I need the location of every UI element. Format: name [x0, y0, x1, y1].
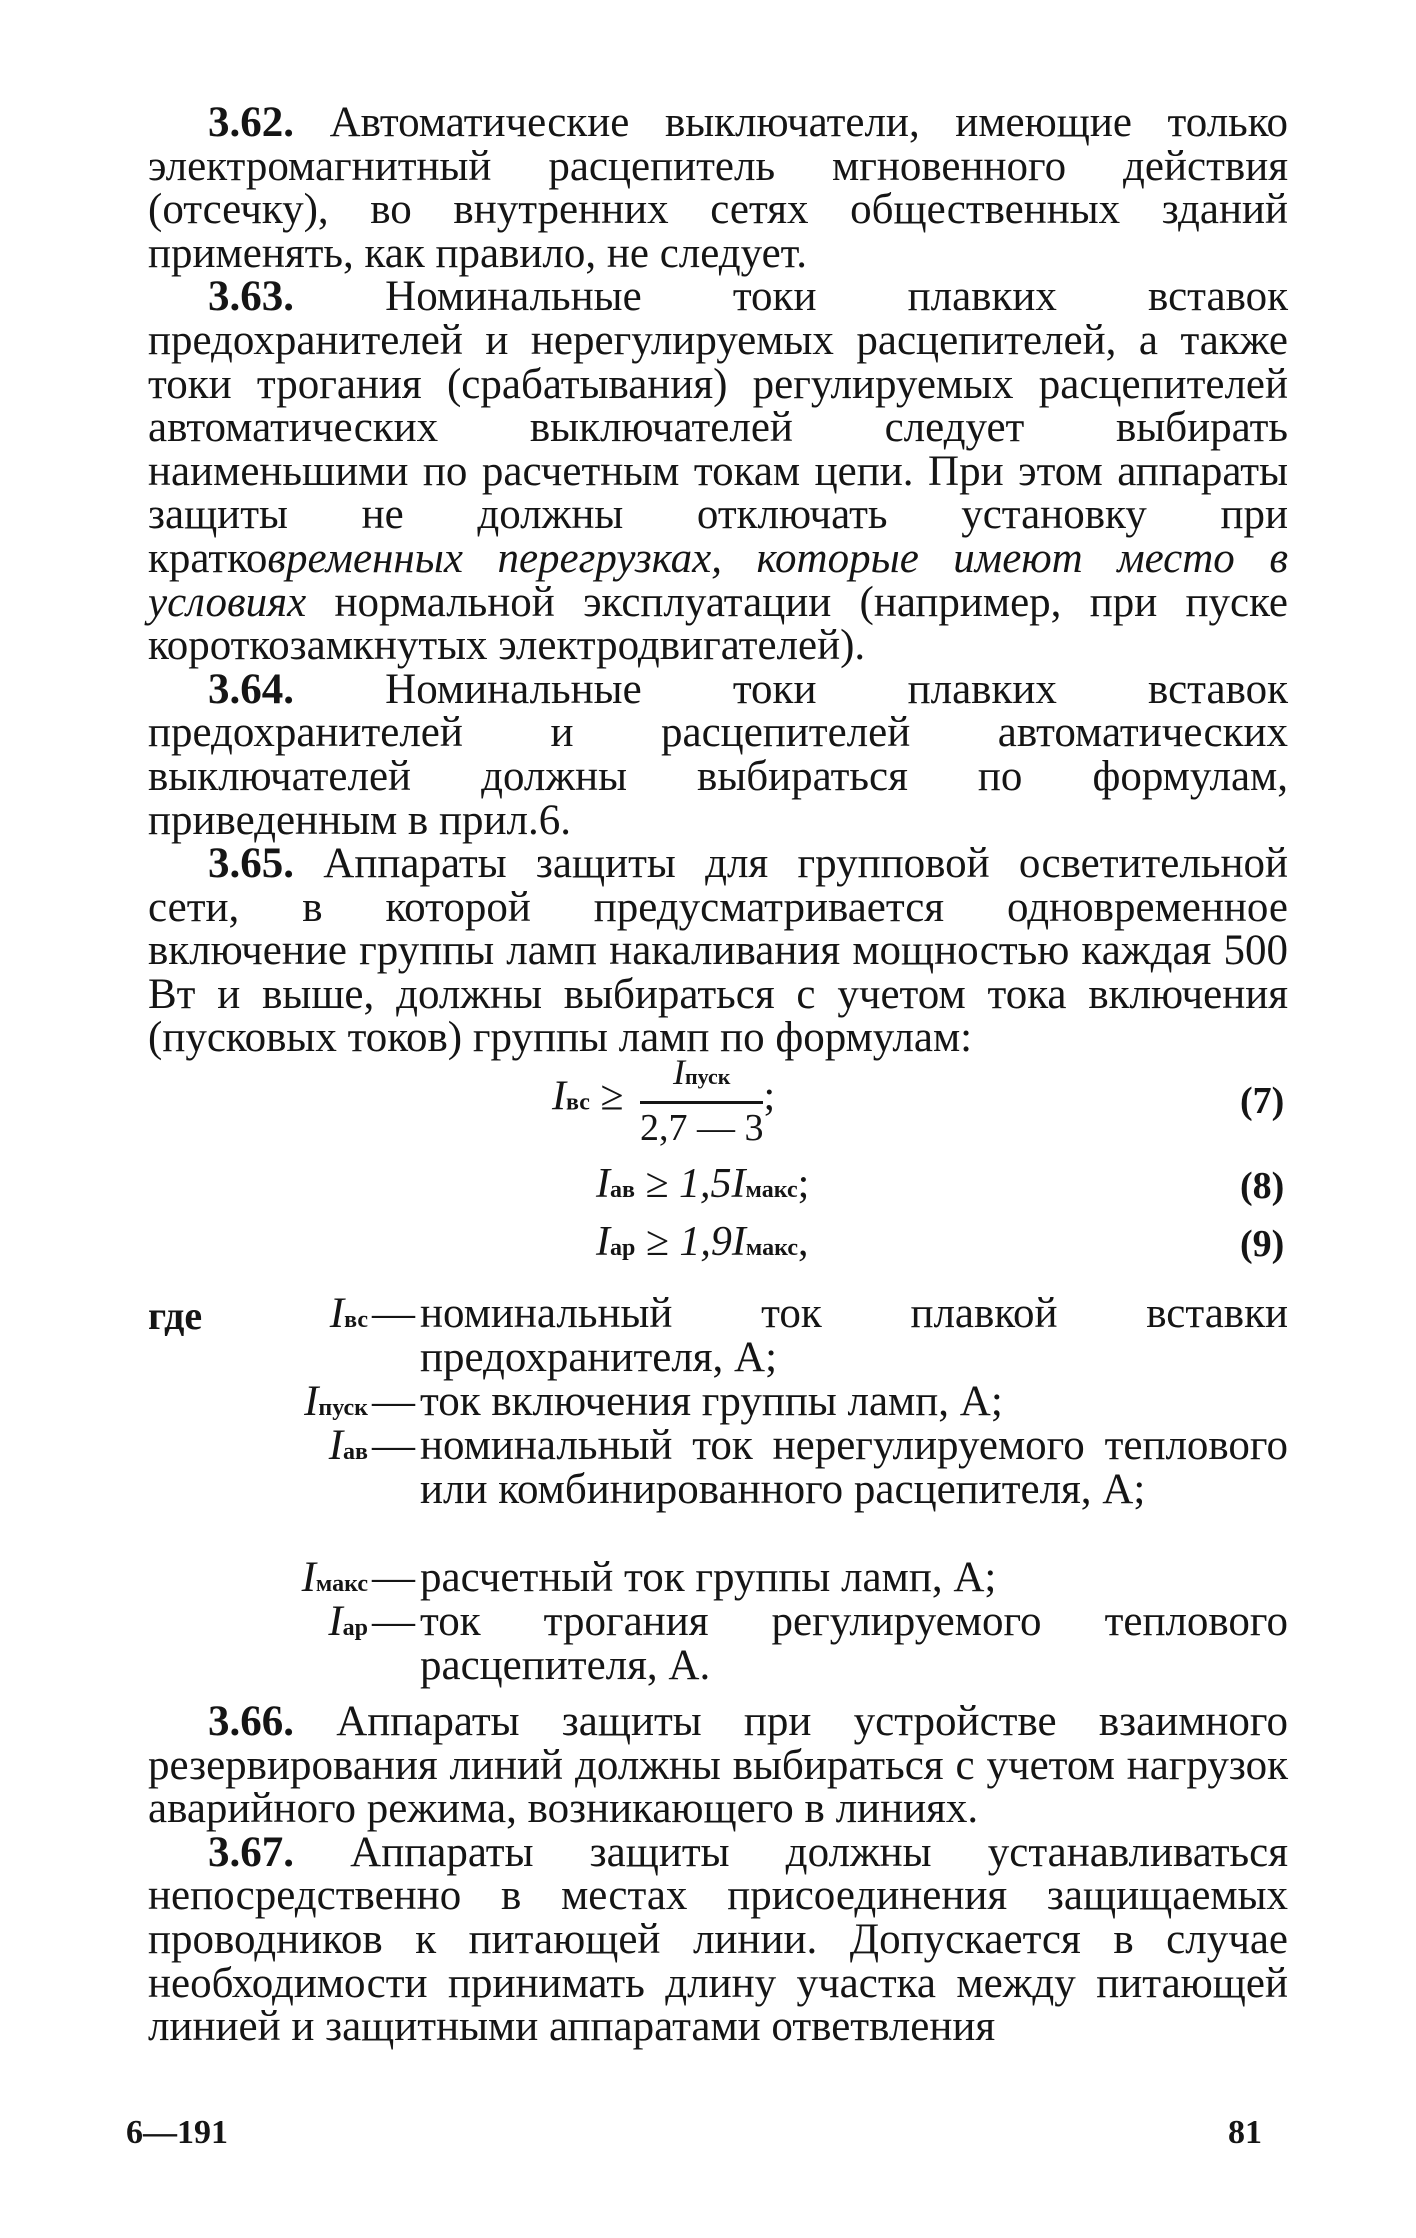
legend-description: номинальный ток нерегулируемого теплового или комбинированного расцепителя, А; [420, 1422, 1288, 1513]
formula-rhs: 1,5I [679, 1161, 746, 1207]
paragraph-text: Автоматические выключатели, имеющие только электромагнитный расцепитель мгновенного действия (отсечку), во внутренних сетях общественных зданий применять, как правило, не следует. [148, 99, 1288, 277]
formula-lhs-sub: ав [610, 1177, 635, 1203]
symbol-letter: I [304, 1378, 319, 1425]
symbol-sub: ар [342, 1615, 368, 1641]
clause-number: 3.62. [208, 99, 294, 146]
numerator-symbol: I [672, 1052, 685, 1092]
footer-signature-mark: 6—191 [126, 2114, 228, 2151]
formula-8 [596, 1160, 809, 1208]
symbol-letter: I [328, 1598, 343, 1645]
symbol-letter: I [328, 1422, 344, 1469]
clause-number: 3.64. [208, 665, 294, 713]
formula-lhs: I [596, 1219, 610, 1265]
numerator-sub: пуск [684, 1064, 731, 1089]
formula-rhs-sub: макс [745, 1235, 798, 1261]
legend-description: номинальный ток плавкой вставки предохранителя, А; [420, 1290, 1288, 1381]
formula-lhs: I [596, 1161, 610, 1207]
paragraph-3-66 [148, 1700, 1288, 1831]
paragraph-3-62 [148, 101, 1288, 275]
legend-dash: — [372, 1422, 415, 1469]
paragraph-3-64 [148, 665, 1288, 844]
text-block-bottom [148, 1700, 1288, 2049]
formula-lhs: I [552, 1073, 566, 1120]
legend-symbol [330, 1292, 368, 1342]
paragraph-3-65 [148, 842, 1288, 1060]
paragraph-italic-text: временных перегрузках, которые имеют место в условиях [148, 534, 1288, 626]
legend-description: ток трогания регулируемого теплового расцепителя, А. [420, 1598, 1288, 1689]
clause-number: 3.66. [208, 1698, 294, 1745]
formula-tail: , [798, 1219, 809, 1265]
paragraph-text: Аппараты защиты для групповой осветительной сети, в которой предусматривается одновременное включение группы ламп накаливания мощностью каждая 500 Вт и выше, должны выбираться с учетом тока включения (пусковых токов) группы ламп по формулам: [148, 840, 1288, 1062]
formula-rhs: 1,9I [679, 1219, 746, 1265]
paragraph-text: Аппараты защиты должны устанавливаться непосредственно в местах присоединения защищаемых проводников к питающей линии. Допускается в случае необходимости принимать длину участка между питающей линией и защитными аппаратами ответвления [148, 1828, 1288, 2051]
page-number: 81 [1228, 2114, 1262, 2151]
formula-9 [596, 1218, 809, 1266]
formula-lhs-sub: вс [566, 1089, 590, 1116]
text-block-top [148, 101, 1288, 1060]
formula-relation: ≥ [600, 1073, 624, 1120]
paragraph-text-after: нормальной эксплуатации (например, при пуске короткозамкнутых электродвигателей). [148, 578, 1288, 670]
symbol-letter: I [329, 1290, 345, 1337]
legend-dash: — [372, 1378, 415, 1425]
formula-fraction [640, 1052, 764, 1148]
formula-rhs-sub: макс [745, 1177, 798, 1203]
legend-dash: — [372, 1290, 415, 1337]
paragraph-text: Аппараты защиты при устройстве взаимного резервирования линий должны выбираться с учетом нагрузок аварийного режима, возникающего в линиях. [148, 1698, 1288, 1833]
paragraph-3-67 [148, 1828, 1288, 2051]
equation-number-8: (8) [1240, 1165, 1285, 1207]
formula-tail: ; [763, 1073, 776, 1120]
formula-7 [552, 1052, 775, 1148]
formula-relation: ≥ [645, 1161, 669, 1207]
clause-number: 3.67. [208, 1828, 294, 1876]
equation-number-9: (9) [1240, 1223, 1285, 1265]
formula-tail: ; [797, 1161, 810, 1207]
legend-dash: — [372, 1598, 415, 1645]
fraction-denominator: 2,7 — 3 [639, 1107, 764, 1149]
symbol-letter: I [301, 1554, 316, 1601]
paragraph-text: Номинальные токи плавких вставок предохранителей и нерегулируемых расцепителей, а также токи трогания (срабатывания) регулируемых расцепителей автоматических выключателей следует выбирать наименьшими по расчетным токам цепи. При этом аппараты защиты не должны отключать установку при кратко [148, 273, 1288, 582]
symbol-sub: вс [344, 1307, 368, 1333]
legend-symbol [329, 1424, 368, 1474]
fraction-numerator [640, 1052, 764, 1104]
legend-dash: — [372, 1554, 415, 1601]
symbol-sub: макс [315, 1571, 368, 1597]
legend-description: ток включения группы ламп, А; [420, 1378, 1003, 1425]
symbol-sub: ав [343, 1439, 368, 1465]
equation-number-7: (7) [1240, 1080, 1285, 1122]
legend-symbol [328, 1600, 368, 1650]
formula-lhs-sub: ар [610, 1235, 636, 1261]
paragraph-3-63 [148, 273, 1288, 670]
clause-number: 3.63. [208, 273, 294, 321]
legend-where: где [148, 1293, 203, 1338]
formula-relation: ≥ [645, 1219, 669, 1265]
legend-description: расчетный ток группы ламп, А; [420, 1554, 997, 1601]
paragraph-text: Номинальные токи плавких вставок предохранителей и расцепителей автоматических выключателей должны выбираться по формулам, приведенным в прил.6. [148, 665, 1288, 844]
clause-number: 3.65. [208, 840, 294, 888]
symbol-sub: пуск [318, 1395, 368, 1421]
